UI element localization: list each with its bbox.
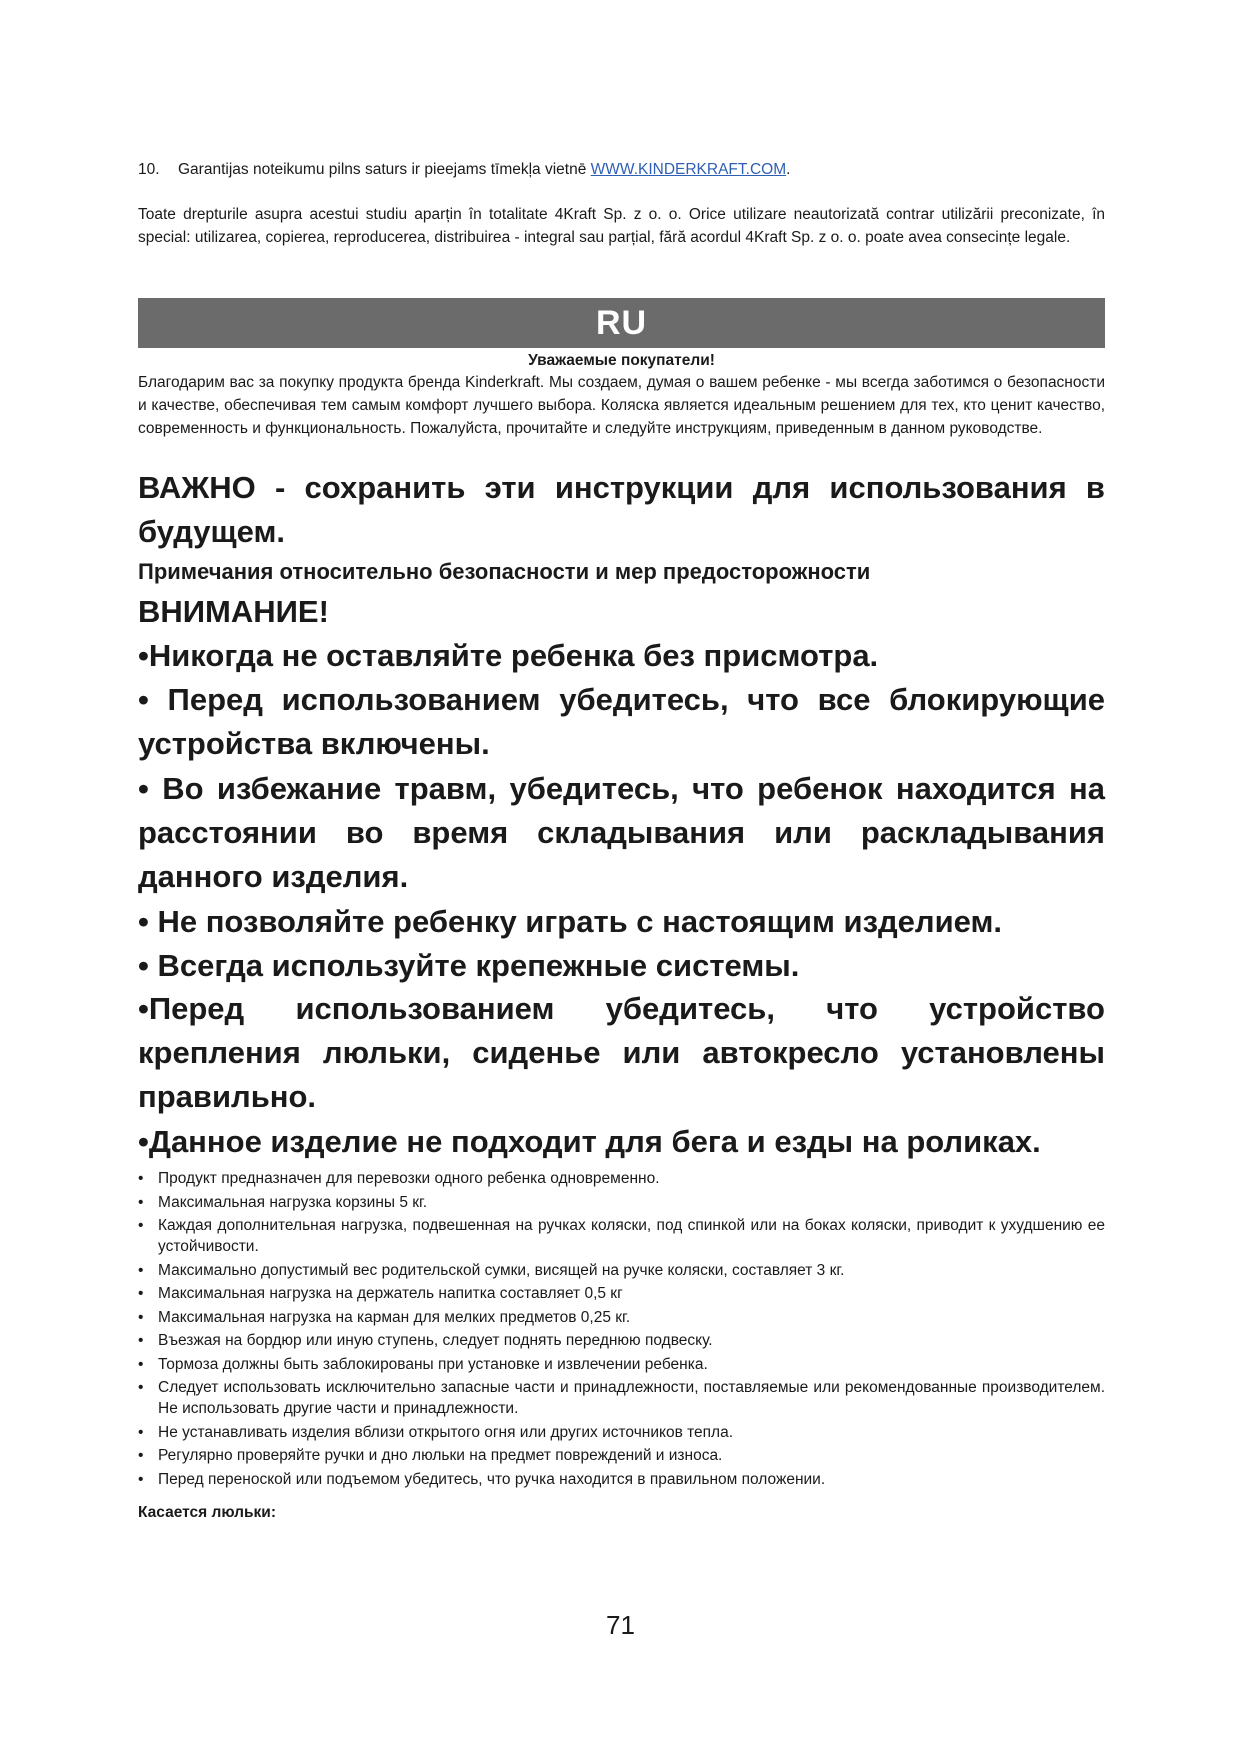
list-item: • Максимальная нагрузка на держатель напитка составляет 0,5 кг (138, 1285, 623, 1302)
cradle-heading: Касается люльки: (138, 1504, 276, 1521)
notes-list (138, 1168, 1105, 1492)
list-item: • Максимальная нагрузка корзины 5 кг. (138, 1193, 428, 1211)
greeting-heading: Уважаемые покупатели! (528, 352, 715, 369)
warning-1: •Никогда не оставляйте ребенка без присмотра. (138, 638, 879, 673)
bullet: • (138, 1423, 144, 1441)
list-item: • Продукт предназначен для перевозки одного ребенка одновременно. (138, 1170, 660, 1187)
item-number: 10. (138, 161, 160, 178)
bullet: • (138, 1308, 144, 1326)
page-number: 71 (606, 1610, 635, 1640)
bullet: • (138, 1261, 144, 1279)
language-banner: RU (138, 298, 1105, 348)
list-item: • Перед переноской или подъемом убедитесь, что ручка находится в правильном положении. (138, 1470, 826, 1488)
bullet: • (138, 1355, 144, 1373)
warranty-tail: . (786, 161, 791, 178)
list-item: • Максимально допустимый вес родительской сумки, висящей на ручке коляски, составляет 3 кг. (138, 1261, 845, 1279)
list-item: • Следует использовать исключительно запасные части и принадлежности, поставляемые или рекомендованные производителем. Не использовать другие части и принадлежности. (138, 1379, 1105, 1417)
list-item: • Не устанавливать изделия вблизи открытого огня или других источников тепла. (138, 1423, 734, 1441)
warning-4: • Не позволяйте ребенку играть с настоящим изделием. (138, 904, 1003, 939)
bullet: • (138, 1193, 144, 1211)
important-heading: ВАЖНО - сохранить эти инструкции для использования в будущем. (138, 470, 1105, 549)
bullet: • (138, 1217, 144, 1234)
warning-2: • Перед использованием убедитесь, что все блокирующие устройства включены. (138, 682, 1105, 761)
list-item: • Регулярно проверяйте ручки и дно люльки на предмет повреждений и износа. (138, 1447, 723, 1464)
warning-7: •Данное изделие не подходит для бега и езды на роликах. (138, 1124, 1041, 1159)
list-item: • Въезжая на бордюр или иную ступень, следует поднять переднюю подвеску. (138, 1332, 713, 1349)
copyright-paragraph: Toate drepturile asupra acestui studiu aparțin în totalitate 4Kraft Sp. z o. o. Orice utilizare neautorizată contrar utilizării preconizate, în special: utilizarea, copierea, reproducerea, distribuirea - integral sau parțial, fără acordul 4Kraft Sp. z o. o. poate avea consecințe legale. (138, 206, 1105, 246)
warning-5: • Всегда используйте крепежные системы. (138, 948, 800, 983)
bullet: • (138, 1170, 144, 1187)
kinderkraft-link[interactable]: WWW.KINDERKRAFT.COM (590, 161, 787, 178)
list-item: • Каждая дополнительная нагрузка, подвешенная на ручках коляски, под спинкой или на боках коляски, приводит к ухудшению ее устойчивости. (138, 1217, 1105, 1255)
bullet: • (138, 1447, 144, 1464)
bullet: • (138, 1470, 144, 1488)
warning-6: •Перед использованием убедитесь, что устройство крепления люльки, сиденье или автокресло установлены правильно. (138, 991, 1105, 1114)
list-item: • Максимальная нагрузка на карман для мелких предметов 0,25 кг. (138, 1308, 631, 1326)
intro-paragraph: Благодарим вас за покупку продукта бренда Kinderkraft. Мы создаем, думая о вашем ребенке - мы всегда заботимся о безопасности и качестве, обеспечивая тем самым комфорт лучшего выбора. Коляска является идеальным решением для тех, кто ценит качество, современность и функциональность. Пожалуйста, прочитайте и следуйте инструкциям, приведенным в данном руководстве. (138, 374, 1105, 437)
bullet: • (138, 1332, 144, 1349)
warning-3: • Во избежание травм, убедитесь, что ребенок находится на расстоянии во время складывания или раскладывания данного изделия. (138, 771, 1105, 894)
safety-heading: Примечания относительно безопасности и мер предосторожности (138, 559, 871, 584)
attention-heading: ВНИМАНИЕ! (138, 594, 329, 629)
bullet: • (138, 1285, 144, 1302)
warranty-item (138, 158, 1105, 181)
bullet: • (138, 1379, 144, 1396)
list-item: • Тормоза должны быть заблокированы при установке и извлечении ребенка. (138, 1355, 708, 1373)
warranty-text: Garantijas noteikumu pilns saturs ir pieejams tīmekļa vietnē (178, 161, 587, 178)
